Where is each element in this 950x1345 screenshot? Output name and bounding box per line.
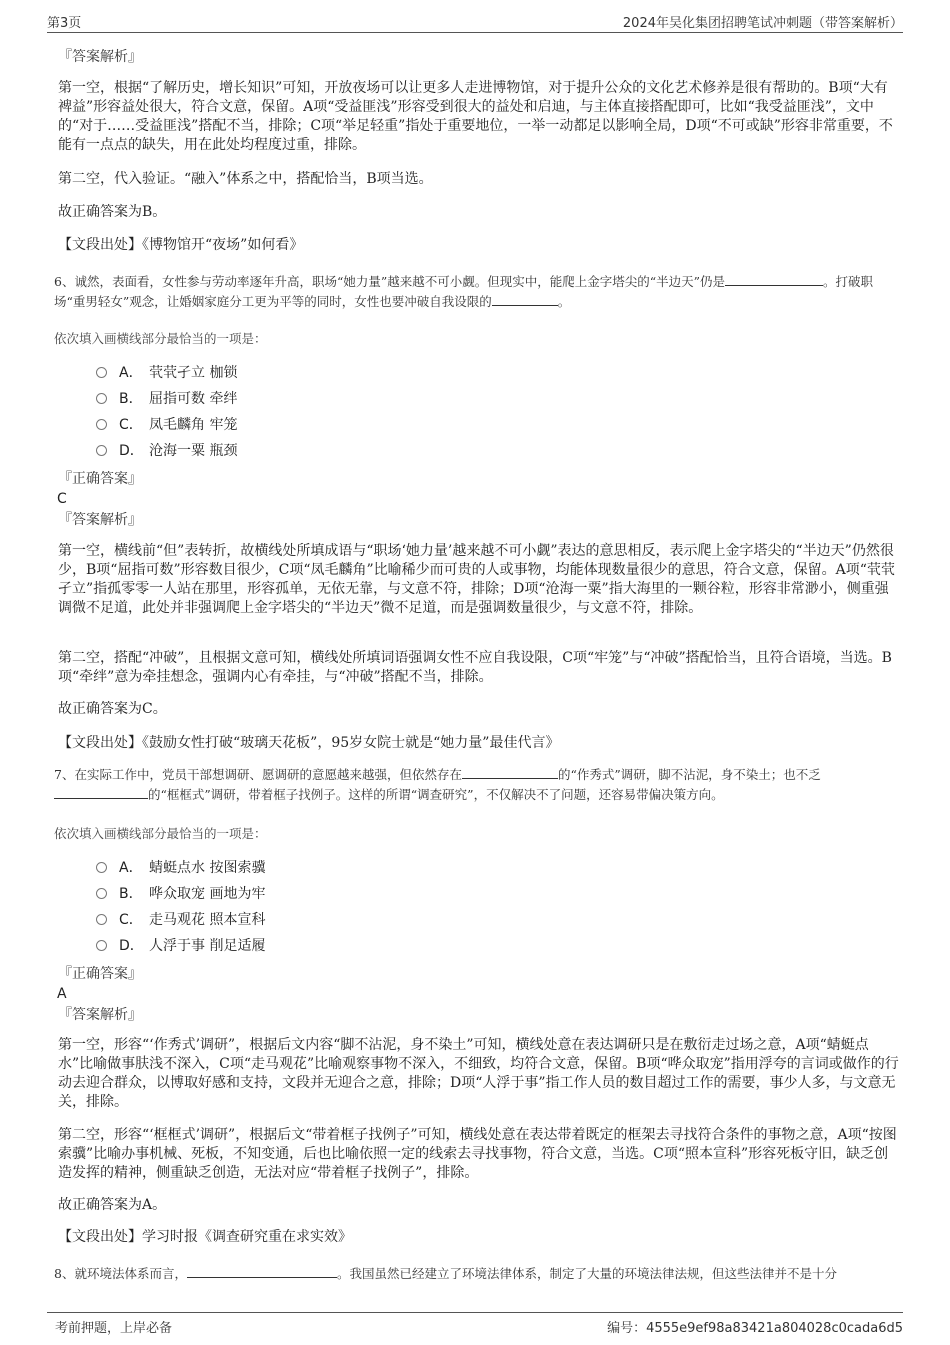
- q7-analysis-p2: 第二空，形容“‘框框式’调研”，根据后文“带着框子找例子”可知，横线处意在表达带着既定的框架去寻找符合条件的事物之意，A项“按图索骥”比喻办事机械、死板，不知变通，后也比喻依照一定的线索去寻找事物，符合文意，当选。C项“照本宣科”形容死板守旧，缺乏创造发挥的精神，侧重缺乏创造，无法对应“带着框子找例子”，排除。: [58, 1127, 897, 1181]
- document-code: 编号：4555e9ef98a83421a804028c0cada6d5: [607, 1321, 903, 1336]
- blank-1: [462, 766, 558, 779]
- radio-icon[interactable]: [96, 940, 107, 951]
- radio-icon[interactable]: [96, 419, 107, 430]
- page-footer: [47, 1312, 903, 1336]
- q6-option-c[interactable]: C． 凤毛麟角 牢笼: [96, 414, 237, 436]
- q6-analysis-p2: 第二空，搭配“冲破”，且根据文意可知，横线处所填词语强调女性不应自我设限，C项“牢笼”与“冲破”搭配恰当，且符合语境，当选。B项“牵绊”意为牵挂想念，强调内心有牵挂，与“冲破”搭配不当，排除。: [58, 650, 892, 685]
- page-header: [47, 12, 903, 33]
- q7-answer-line: 故正确答案为A。: [58, 1197, 167, 1213]
- q7-analysis-p1: 第一空，形容“‘作秀式’调研”，根据后文内容“脚不沾泥，身不染土”可知，横线处意在表达调研只是在敷衍走过场之意，A项“蜻蜓点水”比喻做事肤浅不深入，C项“走马观花”比喻观察事物不深入，不细致，均符合文意，保留。B项“哗众取宠”指用浮夸的言词或做作的行动去迎合群众，以博取好感和支持，文段并无迎合之意，排除；D项“人浮于事”指工作人员的数目超过工作的需要，事少人多，与文意无关，排除。: [58, 1037, 899, 1110]
- blank-2: [492, 293, 558, 306]
- radio-icon[interactable]: [96, 393, 107, 404]
- q7-analysis-label: 『答案解析』: [58, 1007, 142, 1023]
- q6-analysis-label: 『答案解析』: [58, 512, 142, 528]
- q5-answer-line: 故正确答案为B。: [58, 204, 167, 220]
- q7-correct-answer: A: [57, 986, 67, 1002]
- q5-analysis-p1: 第一空，根据“了解历史，增长知识”可知，开放夜场可以让更多人走进博物馆，对于提升公众的文化艺术修养是很有帮助的。B项“大有裨益”形容益处很大，符合文意，保留。A项“受益匪浅”形容受到很大的益处和启迪，与主体直接搭配即可，比如“我受益匪浅”，文中的“对于……受益匪浅”搭配不当，排除；C项“举足轻重”指处于重要地位，一举一动都足以影响全局，D项“不可或缺”形容非常重要，不能有一点点的缺失，用在此处均程度过重，排除。: [58, 80, 893, 153]
- document-title: 2024年吴化集团招聘笔试冲刺题（带答案解析）: [622, 16, 903, 31]
- q7-instruction: 依次填入画横线部分最恰当的一项是：: [54, 826, 267, 841]
- q6-option-b[interactable]: B． 屈指可数 牵绊: [96, 388, 237, 410]
- blank-2: [54, 786, 148, 799]
- footer-slogan: 考前押题，上岸必备: [55, 1321, 173, 1336]
- page-number: 第3页: [47, 16, 82, 31]
- q6-analysis-p1: 第一空，横线前“但”表转折，故横线处所填成语与“职场‘她力量’越来越不可小觑”表达的意思相反，表示爬上金字塔尖的“半边天”仍然很少，B项“屈指可数”形容数目很少，C项“凤毛麟角”比喻稀少而可贵的人或事物，均能体现数量很少的意思，符合文意，保留。A项“茕茕孑立”指孤零零一人站在那里，形容孤单，无依无靠，与文意不符，排除；D项“沧海一粟”指大海里的一颗谷粒，形容非常渺小，侧重强调微不足道，此处并非强调爬上金字塔尖的“半边天”微不足道，而是强调数量很少，与文意不符，排除。: [58, 543, 895, 616]
- radio-icon[interactable]: [96, 914, 107, 925]
- q6-stem: 6、诚然，表面看，女性参与劳动率逐年升高，职场“她力量”越来越不可小觑。但现实中，能爬上金字塔尖的“半边天”仍是 。打破职场“重男轻女”观念，让婚姻家庭分工更为平等的同时，女性也要冲破自我设限的 。: [54, 274, 874, 309]
- q6-instruction: 依次填入画横线部分最恰当的一项是：: [54, 331, 267, 346]
- q8-stem: 8、就环境法体系而言， 。我国虽然已经建立了环境法律体系，制定了大量的环境法律法规，但这些法律并不是十分: [54, 1266, 837, 1281]
- q7-source: 【文段出处】学习时报《调查研究重在求实效》: [58, 1229, 352, 1245]
- q6-correct-label: 『正确答案』: [58, 471, 142, 487]
- blank-1: [725, 273, 823, 286]
- q7-option-b[interactable]: B． 哗众取宠 画地为牢: [96, 883, 265, 905]
- radio-icon[interactable]: [96, 367, 107, 378]
- q7-option-c[interactable]: C． 走马观花 照本宣科: [96, 909, 265, 931]
- q6-correct-answer: C: [57, 491, 67, 507]
- q6-option-d[interactable]: D． 沧海一粟 瓶颈: [96, 440, 237, 462]
- blank-1: [187, 1265, 337, 1278]
- radio-icon[interactable]: [96, 862, 107, 873]
- q7-option-d[interactable]: D． 人浮于事 削足适履: [96, 935, 265, 957]
- q7-option-a[interactable]: A． 蜻蜓点水 按图索骥: [96, 857, 265, 879]
- q7-correct-label: 『正确答案』: [58, 966, 142, 982]
- radio-icon[interactable]: [96, 445, 107, 456]
- q5-source: 【文段出处】《博物馆开“夜场”如何看》: [58, 237, 304, 253]
- q5-analysis-p2: 第二空，代入验证。“融入”体系之中，搭配恰当，B项当选。: [58, 171, 433, 187]
- q7-stem: 7、在实际工作中，党员干部想调研、愿调研的意愿越来越强，但依然存在 的“作秀式”调研，脚不沾泥，身不染土；也不乏的“框框式”调研，带着框子找例子。这样的所谓“调查研究”，不仅解决不了问题，还容易带偏决策方向。: [54, 767, 821, 802]
- q6-source: 【文段出处】《鼓励女性打破“玻璃天花板”，95岁女院士就是“她力量”最佳代言》: [58, 735, 560, 751]
- q6-option-a[interactable]: A． 茕茕孑立 枷锁: [96, 362, 237, 384]
- q6-answer-line: 故正确答案为C。: [58, 701, 167, 717]
- q5-analysis-label: 『答案解析』: [58, 49, 142, 65]
- radio-icon[interactable]: [96, 888, 107, 899]
